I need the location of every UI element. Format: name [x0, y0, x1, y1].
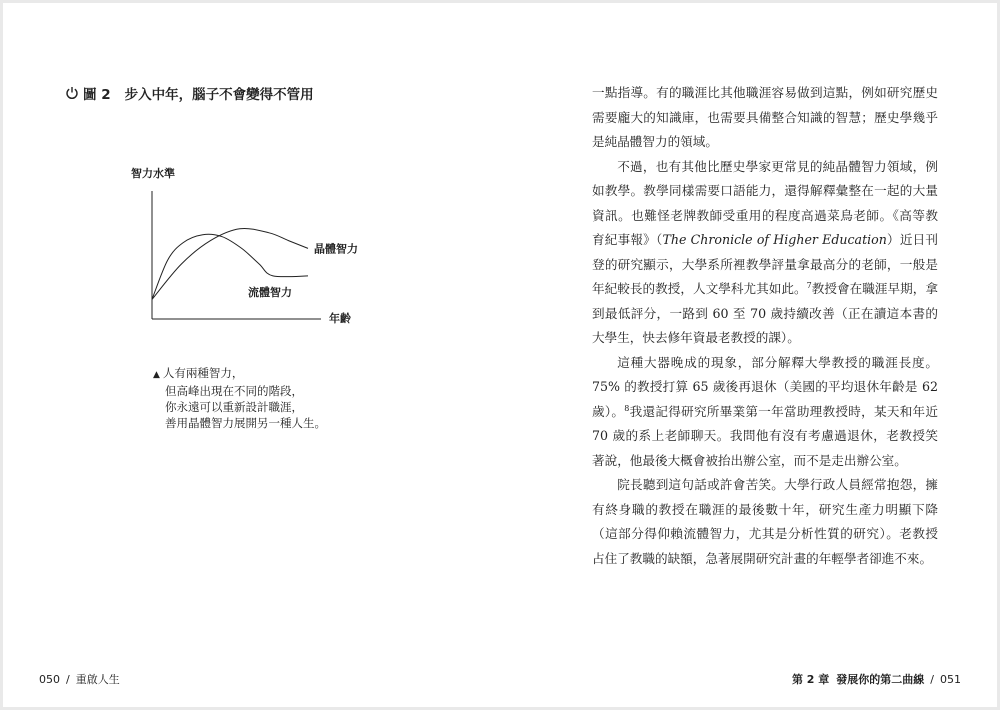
footnote-ref-7: 7: [806, 280, 812, 290]
power-icon: [65, 86, 79, 100]
figure-caption: [153, 365, 326, 431]
right-page: [500, 3, 997, 707]
figure-number: 圖 2: [83, 87, 111, 103]
paragraph-4: 院長聽到這句話或許會苦笑。大學行政人員經常抱怨，擁有終身職的教授在職涯的最後數十年，研究生產力明顯下降（這部分得仰賴流體智力，尤其是分析性質的研究）。老教授占住了教職的缺額，急著展開研究計畫的年輕學者卻進不來。: [592, 477, 938, 566]
journal-title: The Chronicle of Higher Education: [662, 232, 887, 247]
paragraph-2: 不過，也有其他比歷史學家更常見的純晶體智力領域，例如教學。教學同樣需要口語能力，還得解釋彙整在一起的大量資訊。也難怪老牌教師受重用的程度高過菜鳥老師。《高等教育紀事報》（The Chronicle of Higher Education）近日刊登的研究顯示，大學系所裡教學評量拿最高分的老師，一般是年紀較長的教授，人文學科尤其如此。$^7$教授會在職涯早期，拿到最低評分，一路到 60 至 70 歲持續改善（正在讀這本書的大學生，快去修年資最老教授的課）。: [592, 158, 939, 345]
y-axis-label: 智力水準: [131, 167, 175, 180]
left-folio: 050 / 重啟人生: [39, 673, 120, 686]
figure-title: [65, 83, 314, 103]
series-label-2: 流體智力: [248, 285, 292, 299]
x-axis-label: 年齡: [329, 312, 351, 325]
chapter-number: 第 2 章: [791, 673, 830, 686]
triangle-icon: ▲: [153, 370, 160, 380]
chart-svg: [123, 161, 383, 331]
paragraph-1: 一點指導。有的職涯比其他職涯容易做到這點，例如研究歷史需要龐大的知識庫，也需要具備整合知識的智慧；歷史學幾乎是純晶體智力的領域。: [592, 85, 938, 149]
left-page-number: 050: [39, 673, 60, 686]
caption-line-1: ▲ 人有兩種智力，: [153, 366, 244, 380]
left-page: [3, 3, 500, 707]
series-label-1: 晶體智力: [314, 242, 358, 256]
footnote-ref-8: 8: [624, 403, 630, 413]
caption-line-4: 善用晶體智力展開另一種人生。: [165, 416, 326, 430]
intelligence-chart: [123, 161, 383, 331]
right-folio: 第 2 章 發展你的第二曲線 / 051: [791, 673, 961, 686]
body-text: [592, 81, 938, 571]
right-page-number: 051: [940, 673, 961, 686]
paragraph-3: 這種大器晚成的現象，部分解釋大學教授的職涯長度。75% 的教授打算 65 歲後再退休（美國的平均退休年齡是 62 歲）。$^8$我還記得研究所畢業第一年當助理教授時，某天和年近 70 歲的系上老師聊天。我問他有沒有考慮過退休，老教授笑著說，他最後大概會被抬出辦公室，而不是走出辦公室。: [592, 354, 938, 468]
caption-line-3: 你永遠可以重新設計職涯，: [165, 400, 303, 414]
figure-title-text: 步入中年，腦子不會變得不管用: [124, 87, 314, 103]
left-running-title: 重啟人生: [75, 673, 120, 686]
caption-line-2: 但高峰出現在不同的階段，: [165, 384, 303, 398]
right-running-title: 發展你的第二曲線: [836, 673, 925, 686]
book-spread: [3, 3, 997, 707]
